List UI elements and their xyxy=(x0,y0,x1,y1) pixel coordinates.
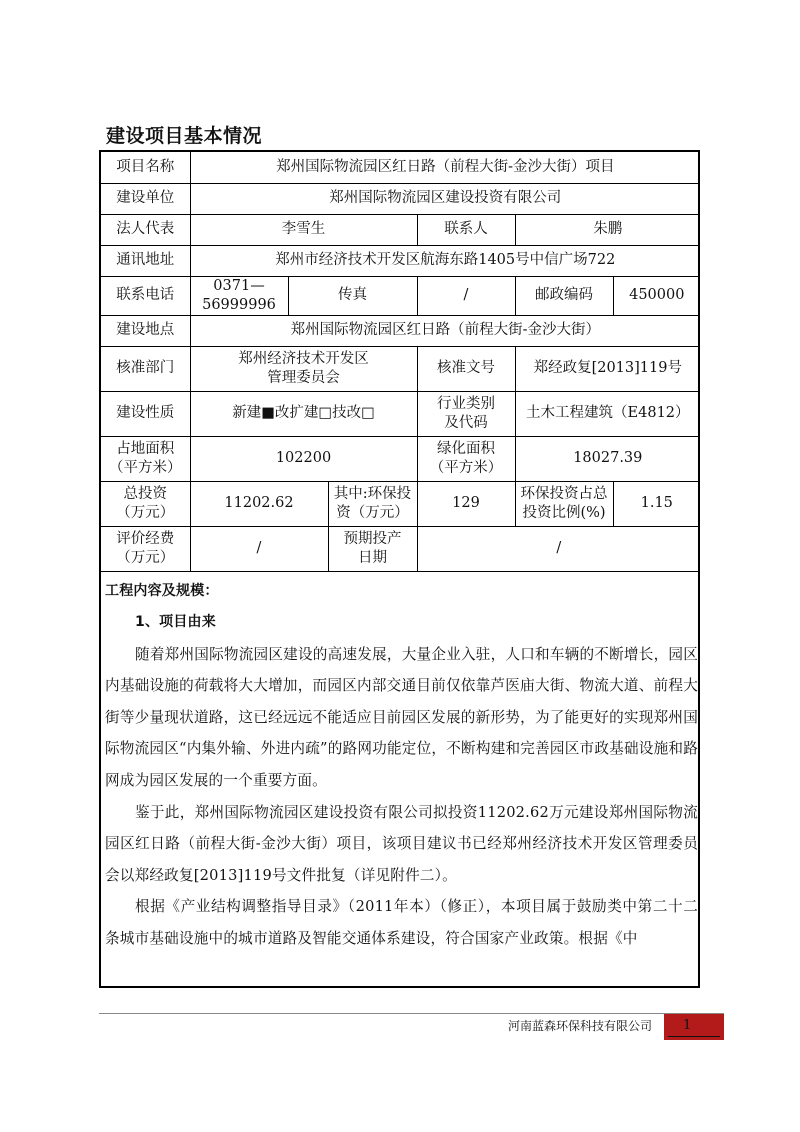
green-label-line-2: （平方米） xyxy=(429,459,503,476)
eval-fee-label xyxy=(101,526,190,571)
content-heading: 工程内容及规模： xyxy=(105,582,219,599)
site-label: 建设地点 xyxy=(101,315,190,346)
approval-dept-line-2: 管理委员会 xyxy=(267,369,340,386)
nature-label: 建设性质 xyxy=(101,391,190,436)
env-inv-label-line-1: 其中:环保投 xyxy=(333,485,412,502)
expected-date-label xyxy=(328,526,417,571)
total-inv-label-line-1: 总投资 xyxy=(123,485,167,502)
table-row xyxy=(101,214,700,245)
footer-company: 河南蓝森环保科技有限公司 xyxy=(508,1019,653,1033)
green-label xyxy=(417,436,515,481)
address-label: 通讯地址 xyxy=(101,245,190,276)
green-label-line-1: 绿化面积 xyxy=(437,440,495,457)
expected-date-label-line-2: 日期 xyxy=(358,549,387,566)
contact-label: 联系人 xyxy=(417,214,515,245)
table-row xyxy=(101,315,700,346)
expected-date-label-line-1: 预期投产 xyxy=(343,530,402,547)
industry-value: 土木工程建筑（E4812） xyxy=(515,391,700,436)
project-name-value: 郑州国际物流园区红日路（前程大街-金沙大街）项目 xyxy=(190,152,700,183)
env-inv-label xyxy=(328,481,417,526)
industry-label xyxy=(417,391,515,436)
address-value: 郑州市经济技术开发区航海东路1405号中信广场722 xyxy=(190,245,700,276)
table-row xyxy=(101,391,700,436)
page-title: 建设项目基本情况 xyxy=(106,125,263,147)
content-subheading: 1、项目由来 xyxy=(135,614,216,631)
env-inv-value: 129 xyxy=(417,481,515,526)
project-name-label: 项目名称 xyxy=(101,152,190,183)
industry-label-line-1: 行业类别 xyxy=(437,395,495,412)
table-row xyxy=(101,183,700,214)
approval-doc-value: 郑经政复[2013]119号 xyxy=(515,346,700,391)
paragraph: 随着郑州国际物流园区建设的高速发展，大量企业入驻，人口和车辆的不断增长，园区内基础设施的荷载将大大增加，而园区内部交通目前仅依靠芦医庙大街、物流大道、前程大街等少量现状道路，这已经远远不能适应目前园区发展的新形势，为了能更好的实现郑州国际物流园区“内集外输、外进内疏”的路网功能定位，不断构建和完善园区市政基础设施和路网成为园区发展的一个重要方面。 xyxy=(105,645,698,790)
paragraph: 鉴于此，郑州国际物流园区建设投资有限公司拟投资11202.62万元建设郑州国际物流园区红日路（前程大街-金沙大街）项目，该项目建议书已经郑州经济技术开发区管理委员会以郑经政复[2013]119号文件批复（详见附件二）。 xyxy=(105,803,698,884)
contact-value: 朱鹏 xyxy=(515,214,700,245)
industry-label-line-2: 及代码 xyxy=(444,414,488,431)
eval-fee-label-line-2: （万元） xyxy=(116,549,175,566)
phone-value: 0371—56999996 xyxy=(190,276,288,315)
table-row xyxy=(101,152,700,183)
footer-divider xyxy=(99,1013,724,1014)
fax-value: / xyxy=(417,276,515,315)
area-label xyxy=(101,436,190,481)
postcode-label: 邮政编码 xyxy=(515,276,613,315)
legal-rep-label: 法人代表 xyxy=(101,214,190,245)
eval-fee-value: / xyxy=(190,526,328,571)
env-ratio-value: 1.15 xyxy=(613,481,700,526)
fax-label: 传真 xyxy=(288,276,417,315)
eval-fee-label-line-1: 评价经费 xyxy=(116,530,175,547)
builder-label: 建设单位 xyxy=(101,183,190,214)
expected-date-value: / xyxy=(417,526,700,571)
legal-rep-value: 李雪生 xyxy=(190,214,417,245)
env-ratio-label xyxy=(515,481,613,526)
approval-dept-label: 核准部门 xyxy=(101,346,190,391)
table-row xyxy=(101,481,700,526)
approval-dept-line-1: 郑州经济技术开发区 xyxy=(238,350,369,367)
env-ratio-label-line-2: 投资比例(%) xyxy=(522,504,606,521)
green-value: 18027.39 xyxy=(515,436,700,481)
site-value: 郑州国际物流园区红日路（前程大街-金沙大街） xyxy=(190,315,700,346)
page-number-underline xyxy=(668,1036,720,1037)
area-label-line-1: 占地面积 xyxy=(116,440,175,457)
table-row xyxy=(101,276,700,315)
total-inv-value: 11202.62 xyxy=(190,481,328,526)
total-inv-label-line-2: （万元） xyxy=(116,504,175,521)
table-row xyxy=(101,245,700,276)
phone-label: 联系电话 xyxy=(101,276,190,315)
approval-doc-label: 核准文号 xyxy=(417,346,515,391)
env-inv-label-line-2: 资（万元） xyxy=(336,504,409,521)
total-inv-label xyxy=(101,481,190,526)
info-frame xyxy=(99,150,700,988)
page-number: 1 xyxy=(683,1018,692,1033)
area-value: 102200 xyxy=(190,436,417,481)
approval-dept-value xyxy=(190,346,417,391)
paragraph: 根据《产业结构调整指导目录》（2011年本）（修正），本项目属于鼓励类中第二十二条城市基础设施中的城市道路及智能交通体系建设，符合国家产业政策。根据《中 xyxy=(105,898,698,948)
env-ratio-label-line-1: 环保投资占总 xyxy=(520,485,608,502)
content-section xyxy=(101,576,698,955)
table-row xyxy=(101,436,700,481)
area-label-line-2: （平方米） xyxy=(109,459,182,476)
project-info-table xyxy=(101,152,700,572)
nature-value: 新建■改扩建□技改□ xyxy=(190,391,417,436)
postcode-value: 450000 xyxy=(613,276,700,315)
table-row xyxy=(101,526,700,571)
table-row xyxy=(101,346,700,391)
builder-value: 郑州国际物流园区建设投资有限公司 xyxy=(190,183,700,214)
